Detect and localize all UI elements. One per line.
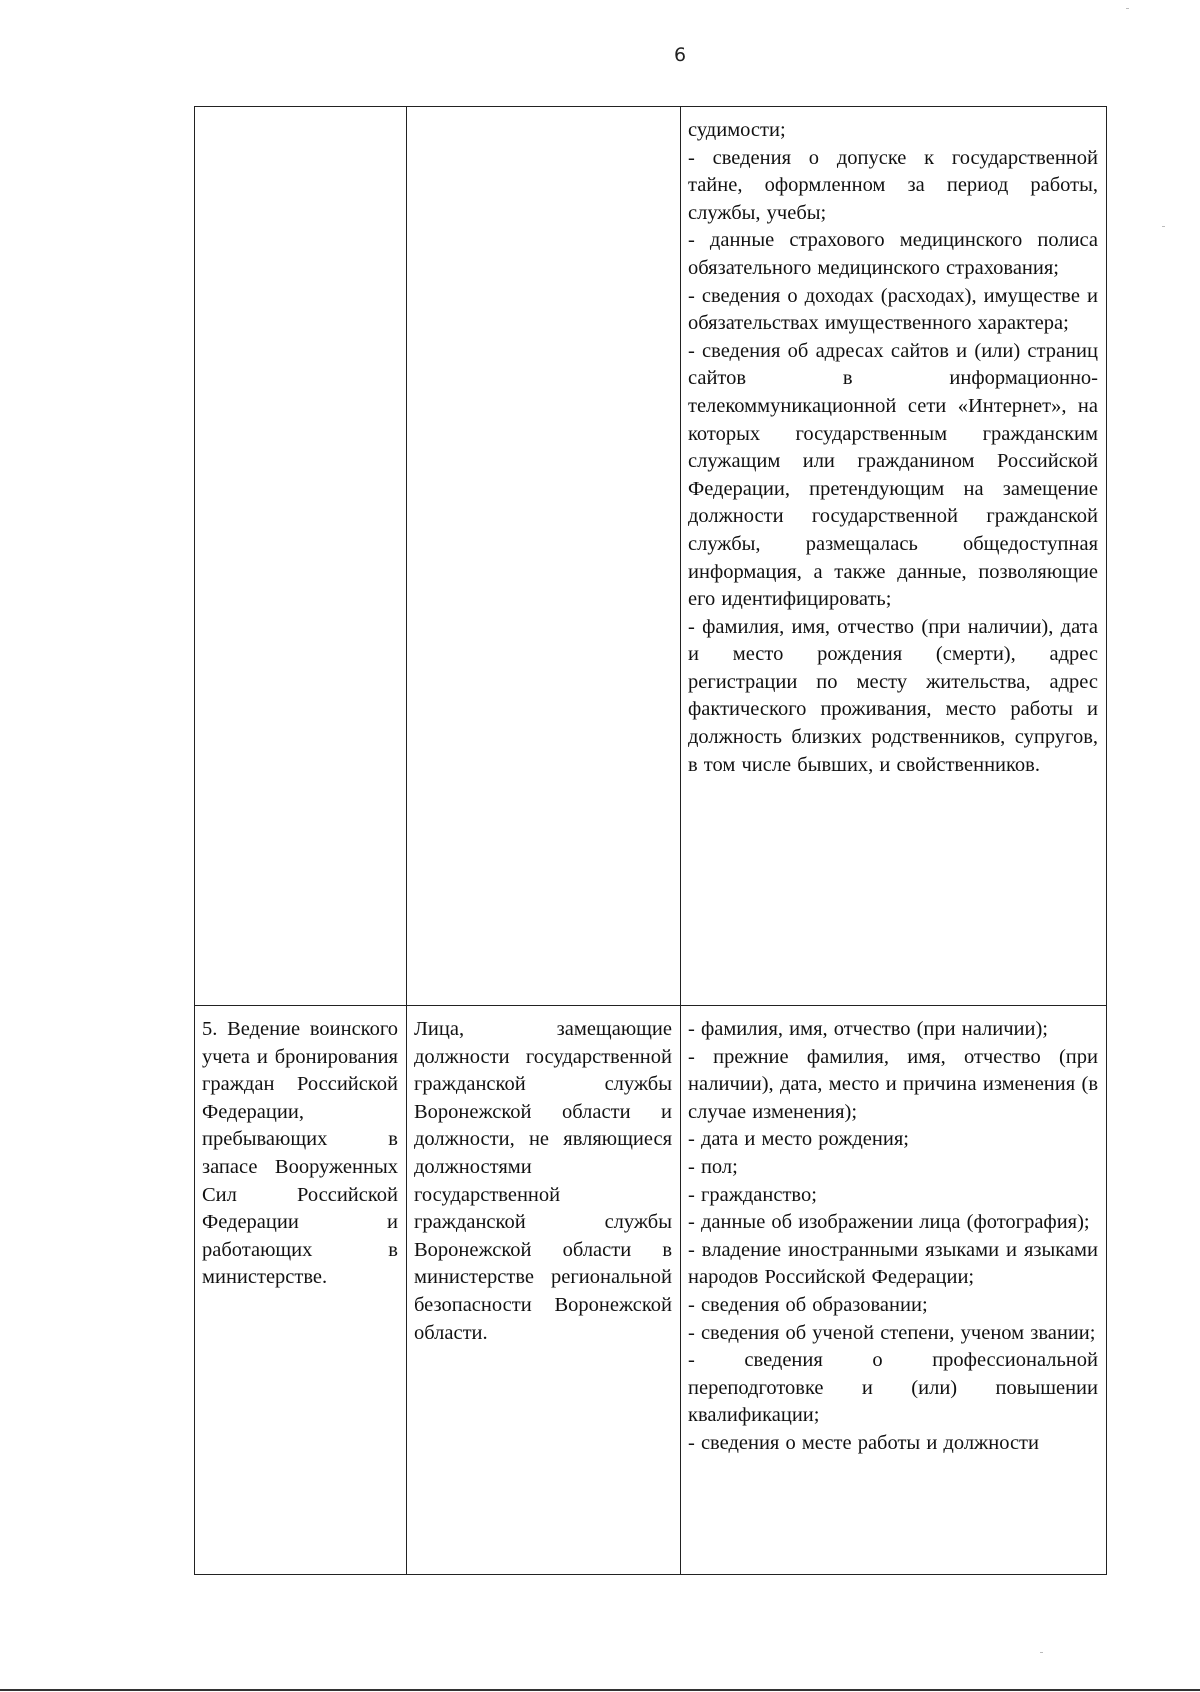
list-item: - сведения об ученой степени, ученом звании; [688,1321,1096,1344]
list-item: - сведения об адресах сайтов и (или) страниц сайтов в информационно-телекоммуникационной сети «Интернет», на которых государственным гражданским служащим или гражданином Российской Федерации, претендующим на замещение должности государственной гражданской службы, размещалась общедоступная информация, а также данные, позволяющие его идентифицировать; [688,339,1098,611]
page-number: 6 [673,44,687,66]
list-item: - сведения о профессиональной переподготовке и (или) повышении квалификации; [688,1349,1098,1427]
data-processing-table [194,106,1107,1575]
purpose-cell [195,107,407,1006]
list-item: - владение иностранными языками и языками народов Российской Федерации; [688,1238,1098,1289]
scan-edge-line [0,1689,1200,1691]
scan-speck [1040,1652,1043,1653]
table-row [195,1006,1107,1575]
list-item: - гражданство; [688,1183,817,1206]
list-item: - данные об изображении лица (фотография); [688,1211,1090,1234]
list-item: - сведения об образовании; [688,1293,928,1316]
subjects-text: Лица, замещающие должности государственной гражданской службы Воронежской области и должности, не являющиеся должностями государственной гражданской службы Воронежской области в министерстве региональной безопасности Воронежской области. [414,1018,672,1344]
list-item: - сведения о доходах (расходах), имуществе и обязательствах имущественного характера; [688,284,1098,335]
subjects-cell [407,1006,681,1575]
purpose-text: 5. Ведение воинского учета и бронирования граждан Российской Федерации, пребывающих в запасе Вооруженных Сил Российской Федерации и работающих в министерстве. [202,1018,398,1289]
list-item: - фамилия, имя, отчество (при наличии); [688,1018,1048,1040]
list-item: судимости; [688,119,786,141]
list-item: - пол; [688,1155,738,1178]
list-item: - сведения о месте работы и должности [688,1431,1039,1454]
list-item: - прежние фамилия, имя, отчество (при наличии), дата, место и причина изменения (в случае изменения); [688,1045,1098,1123]
list-item: - данные страхового медицинского полиса обязательного медицинского страхования; [688,229,1098,279]
list-item: - дата и место рождения; [688,1128,909,1151]
table-row [195,107,1107,1006]
list-item: - фамилия, имя, отчество (при наличии), дата и место рождения (смерти), адрес регистрации по месту жительства, адрес фактического проживания, место работы и должность близких родственников, супругов, в том числе бывших, и свойственников. [688,615,1098,776]
list-item: - сведения о допуске к государственной тайне, оформленном за период работы, службы, учебы; [688,146,1098,224]
data-categories-cell [681,1006,1107,1575]
purpose-cell [195,1006,407,1575]
scan-speck [1162,226,1165,227]
subjects-cell [407,107,681,1006]
data-categories-cell [681,107,1107,1006]
scan-speck [1126,8,1129,9]
